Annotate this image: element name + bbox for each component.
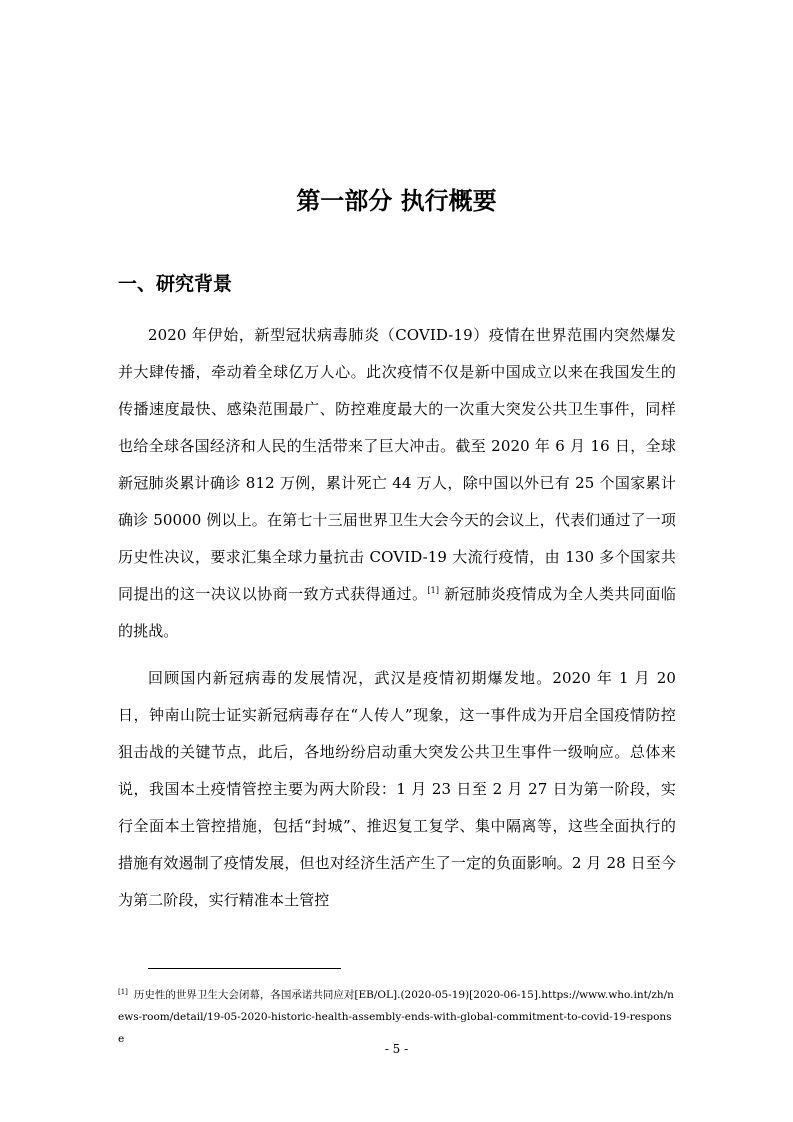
paragraph-background-1 bbox=[118, 317, 676, 650]
footnote-text: 历史性的世界卫生大会闭幕，各国承诺共同应对[EB/OL].(2020-05-19)[2020-06-15].https://www.who.int/zh/news-room/detail/19-05-2020-historic-health-assembly-ends-with-global-commitment-to-covid-19-response bbox=[118, 989, 674, 1045]
paragraph-1-tail: 新冠肺炎疫情成为全人类共同面临的挑战。 bbox=[118, 585, 676, 640]
footnote-marker: [1] bbox=[118, 987, 128, 996]
footnote-reference[interactable]: [1] bbox=[427, 586, 440, 595]
footnote-separator bbox=[148, 968, 341, 969]
chapter-title: 第一部分 执行概要 bbox=[296, 187, 497, 215]
paragraph-1-text: 2020 年伊始，新型冠状病毒肺炎（COVID-19）疫情在世界范围内突然爆发并大肆传播，牵动着全球亿万人心。此次疫情不仅是新中国成立以来在我国发生的传播速度最快、感染范围最广、防控难度最大的一次重大突发公共卫生事件，同样也给全球各国经济和人民的生活带来了巨大冲击。截至 2020 年 6 月 16 日，全球新冠肺炎累计确诊 812 万例，累计死亡 44 万人，除中国以外已有 25 个国家累计确诊 50000 例以上。在第七十三届世界卫生大会今天的会议上，代表们通过了一项历史性决议，要求汇集全球力量抗击 COVID-19 大流行疫情，由 130 多个国家共同提出的这一决议以协商一致方式获得通过。 bbox=[118, 326, 676, 603]
page-number: - 5 - bbox=[384, 1042, 409, 1056]
section-title: 一、研究背景 bbox=[118, 273, 233, 295]
paragraph-2-text: 回顾国内新冠病毒的发展情况，武汉是疫情初期爆发地。2020 年 1 月 20 日，钟南山院士证实新冠病毒存在“人传人”现象，这一事件成为开启全国疫情防控狙击战的关键节点，此后，各地纷纷启动重大突发公共卫生事件一级响应。总体来说，我国本土疫情管控主要为两大阶段：1 月 23 日至 2 月 27 日为第一阶段，实行全面本土管控措施，包括“封城”、推迟复工复学、集中隔离等，这些全面执行的措施有效遏制了疫情发展，但也对经济生活产生了一定的负面影响。2 月 28 日至今为第二阶段，实行精准本土管控 bbox=[118, 669, 676, 909]
paragraph-background-2 bbox=[118, 660, 676, 919]
